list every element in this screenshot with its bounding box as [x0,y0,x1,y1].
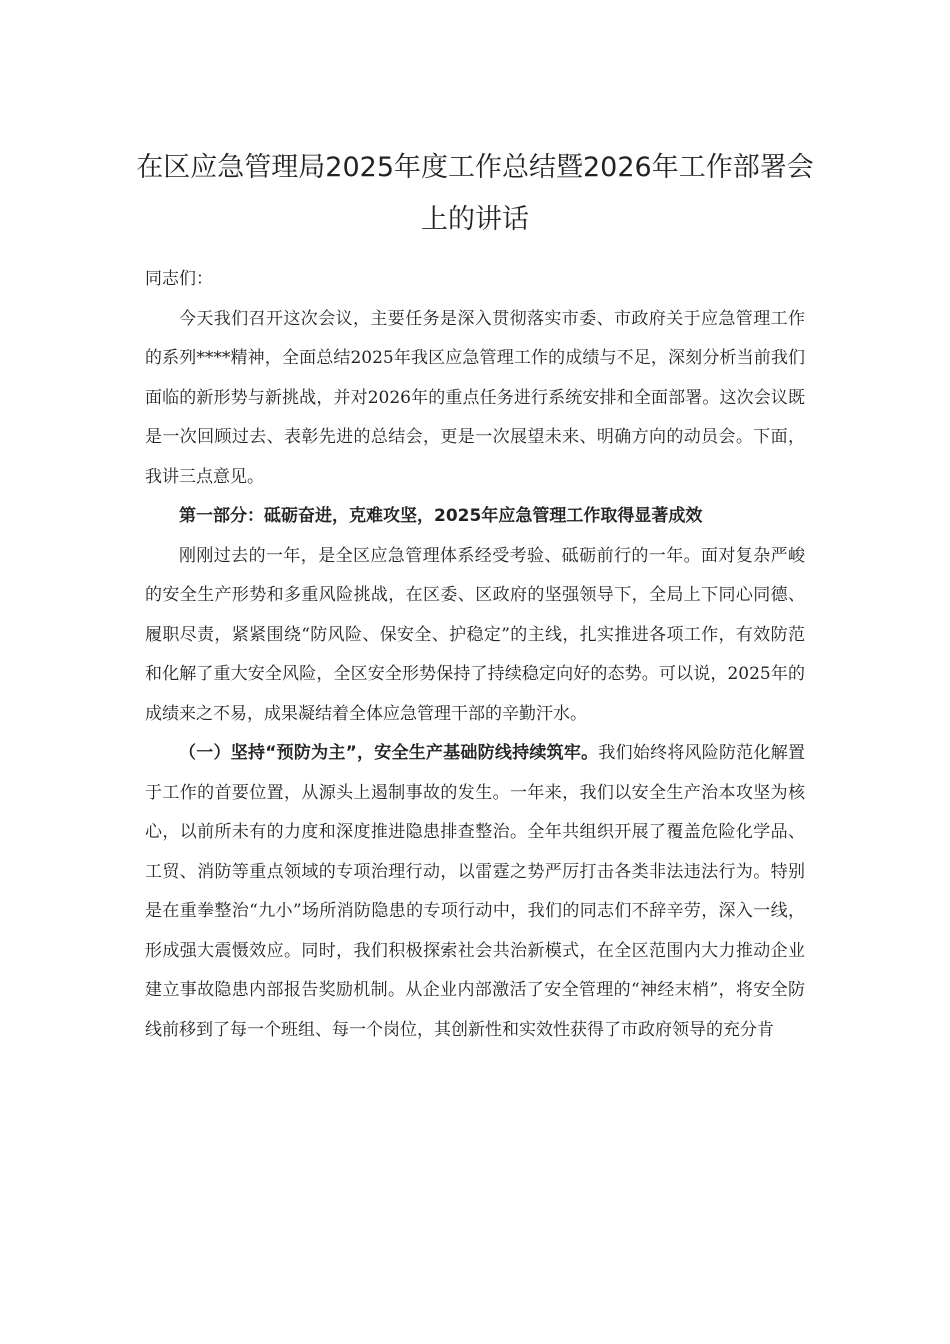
document-body [145,260,805,1050]
intro-paragraph: 今天我们召开这次会议，主要任务是深入贯彻落实市委、市政府关于应急管理工作的系列****精神，全面总结2025年我区应急管理工作的成绩与不足，深刻分析当前我们面临的新形势与新挑战，并对2026年的重点任务进行系统安排和全面部署。这次会议既是一次回顾过去、表彰先进的总结会，更是一次展望未来、明确方向的动员会。下面，我讲三点意见。 [145,308,805,487]
item1-lead: （一）坚持“预防为主”，安全生产基础防线持续筑牢。 [179,743,599,763]
part1-heading: 第一部分：砥砺奋进，克难攻坚，2025年应急管理工作取得显著成效 [179,506,703,526]
salutation: 同志们： [145,269,213,289]
document-title: 在区应急管理局2025年度工作总结暨2026年工作部署会上的讲话 [136,152,814,235]
item1-text: 我们始终将风险防范化解置于工作的首要位置，从源头上遏制事故的发生。一年来，我们以安全生产治本攻坚为核心，以前所未有的力度和深度推进隐患排查整治。全年共组织开展了覆盖危险化学品、工贸、消防等重点领域的专项治理行动，以雷霆之势严厉打击各类非法违法行为。特别是在重拳整治“九小”场所消防隐患的专项行动中，我们的同志们不辞辛劳，深入一线，形成强大震慑效应。同时，我们积极探索社会共治新模式，在全区范围内大力推动企业建立事故隐患内部报告奖励机制。从企业内部激活了安全管理的“神经末梢”，将安全防线前移到了每一个班组、每一个岗位，其创新性和实效性获得了市政府领导的充分肯 [145,743,805,1040]
item1-paragraph [145,734,805,1050]
part1-paragraph: 刚刚过去的一年，是全区应急管理体系经受考验、砥砺前行的一年。面对复杂严峻的安全生产形势和多重风险挑战，在区委、区政府的坚强领导下，全局上下同心同德、履职尽责，紧紧围绕“防风险、保安全、护稳定”的主线，扎实推进各项工作，有效防范和化解了重大安全风险，全区安全形势保持了持续稳定向好的态势。可以说，2025年的成绩来之不易，成果凝结着全体应急管理干部的辛勤汗水。 [145,545,805,724]
